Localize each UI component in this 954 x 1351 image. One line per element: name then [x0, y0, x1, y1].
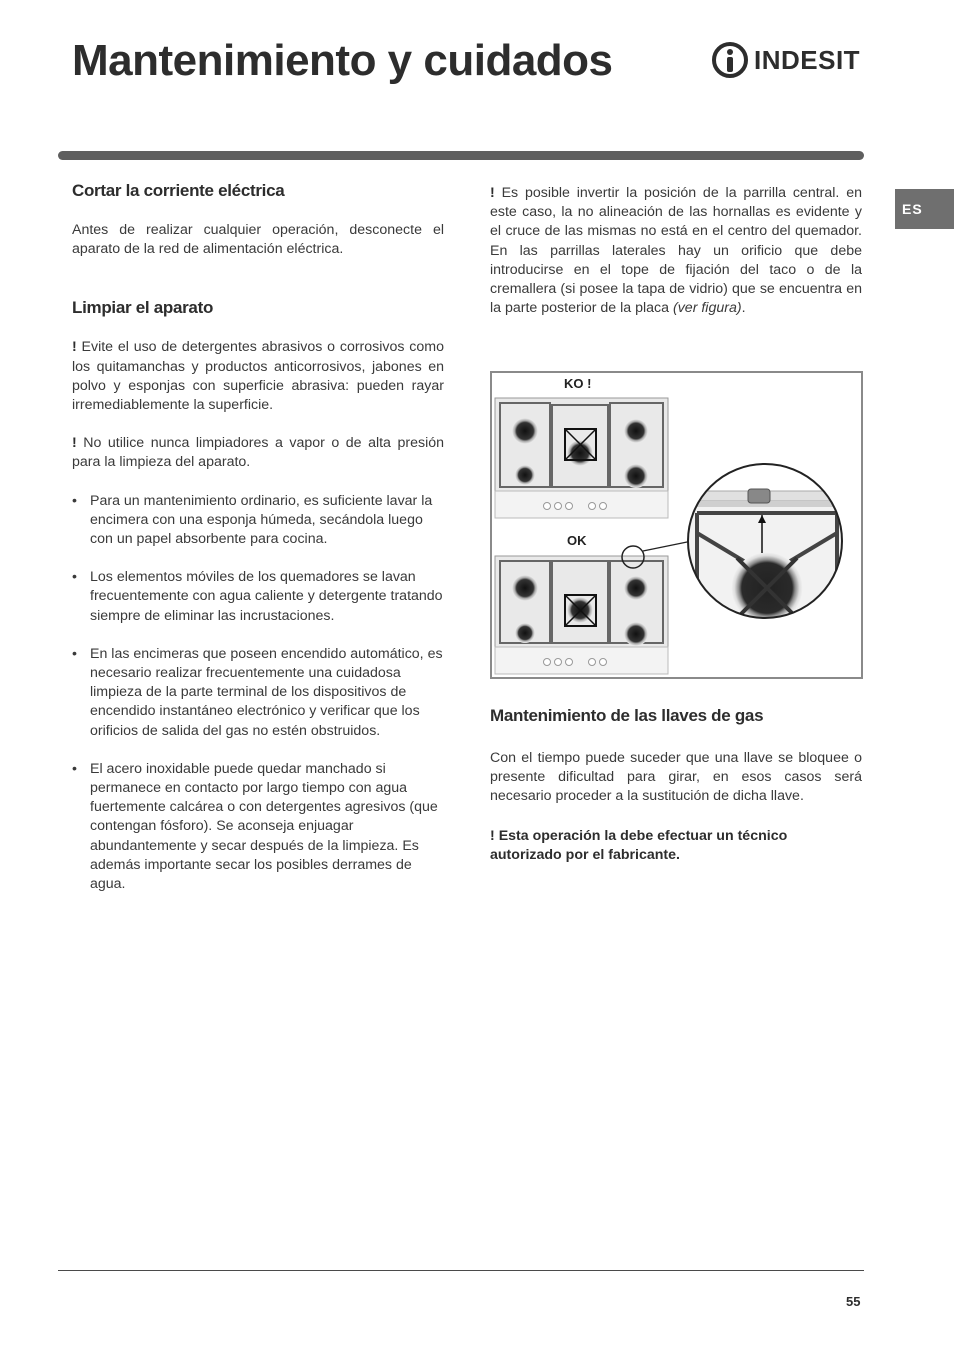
brand-name: INDESIT [754, 44, 861, 75]
magnified-detail [682, 464, 861, 637]
footer-divider [58, 1270, 864, 1271]
section-heading-cleaning: Limpiar el aparato [72, 298, 214, 318]
warning-mark: ! [72, 435, 77, 452]
language-tab: ES [895, 189, 954, 229]
brand-i-icon [712, 42, 748, 78]
warning-text: No utilice nunca limpiadores a vapor o de alta presión para la limpieza del aparato. [72, 435, 444, 471]
section-heading-gas-taps: Mantenimiento de las llaves de gas [490, 706, 764, 725]
gas-taps-section [490, 705, 862, 865]
section-heading-power: Cortar la corriente eléctrica [72, 181, 285, 200]
cleaning-warning-2 [72, 434, 444, 472]
cleaning-warning-1 [72, 338, 444, 415]
warning-text: Esta operación la debe efectuar un técnico autorizado por el fabricante. [490, 827, 788, 863]
warning-mark: ! [72, 339, 77, 356]
grid-note-text: Es posible invertir la posición de la parrilla central. en este caso, la no alineación de las hornallas es evidente y el cruce de las mismas no está en el centro del quemador. En las parrillas laterales hay un orificio que debe introducirse en el tope de fijación del taco o de la cremallera (si posee la tapa de vidrio) que se encuentra en la parte posterior de la placa [490, 185, 862, 317]
label-ko: KO ! [564, 376, 592, 391]
grid-note [490, 184, 862, 318]
cleaning-bullet-list [72, 492, 444, 895]
header-divider [58, 151, 864, 160]
page-title: Mantenimiento y cuidados [72, 36, 613, 85]
grill-position-figure [490, 371, 863, 679]
warning-mark: ! [490, 185, 495, 201]
warning-mark: ! [490, 827, 495, 844]
list-item: • En las encimeras que poseen encendido automático, es necesario realizar frecuentemente una cuidadosa limpieza de la parte terminal de los dispositivos de encendido instantáneo electrónico y verificar que los orificios de salida del gas no estén obstruidos. [72, 645, 444, 741]
cooktop-illustration [492, 373, 861, 677]
gas-taps-text: Con el tiempo puede suceder que una llave se bloquee o presente dificultad para girar, en esos casos será necesario proceder a la sustitución de dicha llave. [490, 750, 862, 805]
page-number: 55 [846, 1294, 861, 1309]
list-item: • El acero inoxidable puede quedar manchado si permanece en contacto por largo tiempo con agua fuertemente calcárea o con detergentes agresivos (que contengan fósforo). Se aconseja enjuagar abundantemente y secar después de la limpieza. Es además importante secar los posibles derrames de agua. [72, 760, 444, 894]
left-column [72, 180, 444, 913]
indesit-logo [712, 38, 864, 82]
power-text: Antes de realizar cualquier operación, desconecte el aparato de la red de alimentación eléctrica. [72, 222, 444, 258]
list-item: • Para un mantenimiento ordinario, es suficiente lavar la encimera con una esponja húmeda, secándola luego con un papel absorbente para cocina. [72, 492, 444, 550]
right-column [490, 184, 862, 318]
warning-text: Evite el uso de detergentes abrasivos o corrosivos como los quitamanchas y productos anticorrosivos, jabones en polvo y esponjas con superficie abrasiva: pueden rayar irremediablemente la superficie. [72, 339, 444, 414]
note-end: . [741, 300, 746, 317]
label-ok: OK [567, 533, 587, 548]
figure-reference: (ver figura) [672, 300, 742, 317]
cooktop-ko [495, 398, 668, 518]
gas-taps-warning [490, 827, 862, 865]
list-item: • Los elementos móviles de los quemadores se lavan frecuentemente con agua caliente y detergente tratando siempre de eliminar las incrustaciones. [72, 568, 444, 626]
cooktop-ok [495, 546, 668, 674]
